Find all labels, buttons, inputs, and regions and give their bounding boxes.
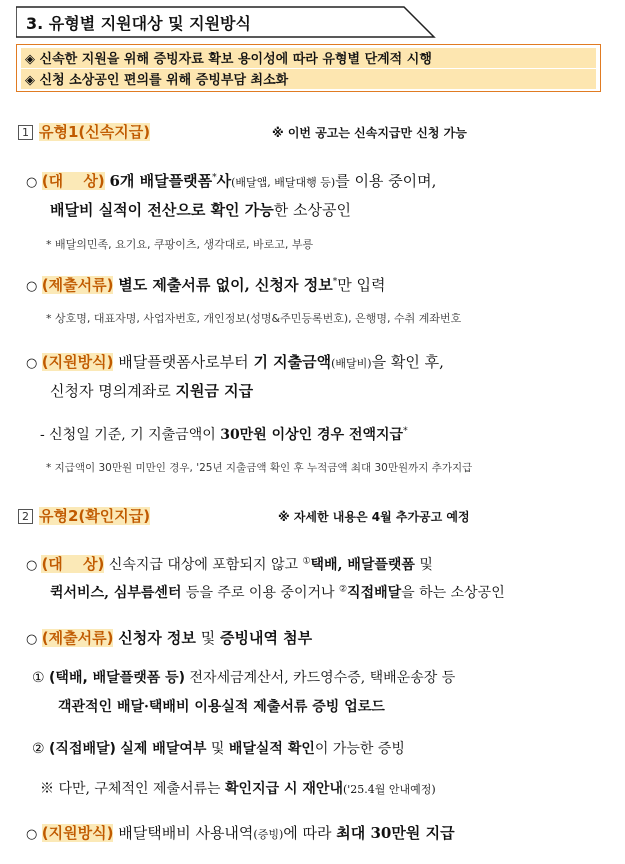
type1-target-company: 사 [216,172,232,190]
type2-target-line2 [50,582,505,602]
type2-note2-line [40,778,436,798]
type1-dash-sup: * [403,426,408,437]
type2-target-line1: ○ (대 상) 신속지급 대상에 포함되지 않고 ①택배, 배달플랫폼 및 [26,555,433,573]
type2-note: ※ 자세한 내용은 4월 추가공고 예정 [278,510,470,524]
type2-item2-num: ② [32,741,45,757]
type2-method-proof: (증빙) [253,828,284,841]
type2-target-and: 및 [419,557,433,573]
type2-method-label: (지원방식) [41,824,114,842]
type1-dash-line [40,424,408,444]
type1-heading [18,121,150,142]
type1-method-line1: ○ (지원방식) 배달플랫폼사로부터 기 지출금액(배달비)을 확인 후, [26,353,444,371]
type1-target-examples: (배달앱, 배달대행 등) [231,176,336,189]
type2-docs-and: 및 [200,629,216,647]
type2-note2-bold: 확인지급 시 재안내 [225,781,343,797]
type2-item1-line2: 객관적인 배달·택배비 이용실적 제출서류 증빙 업로드 [58,699,385,715]
type1-method-from: 배달플랫폼사로부터 [118,353,249,371]
type1-dash-footnote: * 지급액이 30만원 미만인 경우, '25년 지출금액 확인 후 누적금액 최대 30만원까지 추가지급 [46,462,473,474]
type2-number: 2 [18,509,33,524]
type2-docs-label: (제출서류) [41,629,114,647]
type1-method-amount: 기 지출금액 [253,353,332,371]
type1-docs-line: ○ (제출서류) 별도 제출서류 없이, 신청자 정보*만 입력 [26,276,386,294]
type1-dash-bold: 30만원 이상인 경우 전액지급 [220,427,404,443]
type1-method-fee: (배달비) [331,357,372,370]
type2-item2-label: (직접배달) [49,741,116,757]
type1-target-platforms: 6개 배달플랫폼 [109,172,213,190]
type2-target-circ2: ② [338,584,348,595]
type1-target-check: 배달비 실적이 전산으로 확인 가능 [50,201,274,219]
notice-box [16,44,601,92]
type1-target-suffix: 를 이용 중이며, [335,172,437,190]
type2-item1-text1: 전자세금계산서, 카드영수증, 택배운송장 등 [189,670,456,686]
type2-method-by: 에 따라 [283,824,332,842]
type2-target-quick: 퀵서비스, 심부름센터 [50,585,182,601]
type2-title: 유형2(확인지급) [39,507,151,525]
type1-docs-label: (제출서류) [41,276,114,294]
type1-dash-text: - 신청일 기준, 기 지출금액이 [40,427,216,443]
type1-target-footnote: * 배달의민족, 요기요, 쿠팡이츠, 생각대로, 바로고, 부릉 [46,238,314,251]
type2-item2-actual: 실제 배달여부 [120,741,207,757]
type2-docs-proof: 증빙내역 첨부 [219,629,313,647]
type1-target-end: 한 소상공인 [273,201,351,219]
type2-docs-info: 신청자 정보 [118,629,196,647]
type2-note2-text: ※ 다만, 구체적인 제출서류는 [40,781,221,797]
type2-method-max: 최대 30만원 지급 [336,824,455,842]
type2-target-label: (대 상) [41,555,105,573]
type1-docs-footnote: * 상호명, 대표자명, 사업자번호, 개인정보(성명&주민등록번호), 은행명, 수취 계좌번호 [46,312,462,325]
type1-method-line2 [50,380,253,401]
type1-target-line2 [50,199,351,220]
type1-docs-main: 별도 제출서류 없이, 신청자 정보 [118,276,333,294]
notice-line-2: ◈ 신청 소상공인 편의를 위해 증빙부담 최소화 [21,69,596,89]
type2-target-circ1: ① [302,556,311,567]
type1-target-sup: * [212,173,217,183]
type1-number: 1 [18,125,33,140]
type1-method-account: 신청자 명의계좌로 [50,382,171,400]
type1-target-line1: ○ (대 상) 6개 배달플랫폼*사(배달앱, 배달대행 등)를 이용 중이며, [26,172,437,190]
type2-item1-num: ① [32,670,45,686]
type2-item2-end: 이 가능한 증빙 [314,741,405,757]
type2-method-usage: 배달택배비 사용내역 [118,824,254,842]
type2-target-delivery: 택배, 배달플랫폼 [310,557,415,573]
type2-target-end: 을 하는 소상공인 [401,585,505,601]
type1-method-pay: 지원금 지급 [175,382,254,400]
notice-line-1: ◈ 신속한 지원을 위해 증빙자료 확보 용이성에 따라 유형별 단계적 시행 [21,48,596,68]
type1-method-label: (지원방식) [41,353,114,371]
type2-item1-line1 [32,667,455,687]
type2-target-direct: 직접배달 [347,585,402,601]
type2-item2-line [32,738,405,758]
type1-method-after: 을 확인 후, [371,353,444,371]
type1-title: 유형1(신속지급) [39,123,151,141]
type2-method-line: ○ (지원방식) 배달택배비 사용내역(증빙)에 따라 최대 30만원 지급 [26,824,455,842]
section-header [16,6,436,38]
type2-target-notincluded: 신속지급 대상에 포함되지 않고 [108,557,298,573]
type2-note2-date: ('25.4월 안내예정) [342,783,436,796]
type2-heading [18,505,150,526]
type2-docs-line: ○ (제출서류) 신청자 정보 및 증빙내역 첨부 [26,629,313,647]
section-title: 3. 유형별 지원대상 및 지원방식 [26,14,251,33]
type1-docs-end: 만 입력 [337,276,386,294]
type2-item2-and: 및 [210,741,225,757]
type2-item2-check: 배달실적 확인 [228,741,315,757]
type1-target-label: (대 상) [41,172,105,190]
type1-note: ※ 이번 공고는 신속지급만 신청 가능 [272,126,467,140]
type2-item1-label: (택배, 배달플랫폼 등) [49,670,186,686]
type1-docs-sup: * [332,277,338,287]
type2-target-using: 등을 주로 이용 중이거나 [185,585,335,601]
